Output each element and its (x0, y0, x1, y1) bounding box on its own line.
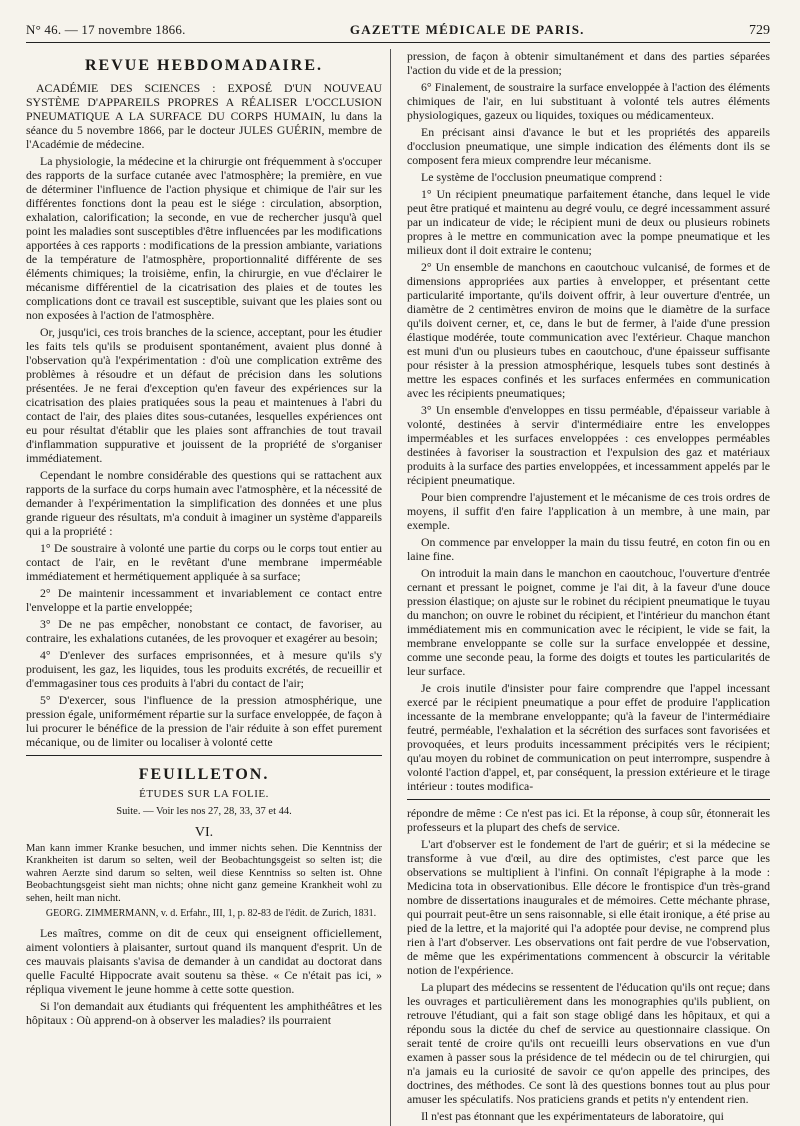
paragraph: 6° Finalement, de soustraire la surface enveloppée à l'action des éléments chimiques de l'air, en lui substituant à volonté tels autres éléments physiologiques, gazeux ou liquides, toxiques ou médicamenteux. (407, 80, 770, 122)
issue-number: N° 46. — 17 novembre 1866. (26, 22, 186, 37)
paragraph: 5° D'exercer, sous l'influence de la pression atmosphérique, une pression égale, uniformément répartie sur la surface enveloppée, de façon à lui procurer le bénéfice de la pression de l'air réduite à son effet purement mécanique, ou de limiter ou localiser à volonté cette (26, 693, 382, 749)
paragraph: L'art d'observer est le fondement de l'art de guérir; et si la médecine se transforme à vue d'œil, au dire des optimistes, c'est parce que les observations se multiplient à l'infini. On connaît l'épigraphe à la mode : Medicina tota in observationibus. Elle décore le frontispice d'un très-grand nombre de dissertations inaugurales et de mémoires. Cette méchante phrase, qui pourrait peut-être un sens raisonnable, si elle était ironique, a été prise au pied de la lettre, et la majorité qui l'a adoptée pour devise, ne comprend plus rien à l'art d'observer. Les observations ont fait perdre de vue l'observation, de même que les expérimentations commencent à obscurcir la véritable notion de l'expérience. (407, 837, 770, 977)
paragraph: 3° Un ensemble d'enveloppes en tissu perméable, d'épaisseur variable à volonté, destinées à servir d'intermédiaire entre les enveloppes imperméables et les surfaces enveloppées : ces enveloppes perméables destinées à favoriser la soustraction et l'expulsion des gaz et matériaux produits à la surface des parties enveloppées, et incessamment appelés par le récipient pneumatique. (407, 403, 770, 487)
article-intro: ACADÉMIE DES SCIENCES : EXPOSÉ D'UN NOUVEAU SYSTÈME D'APPAREILS PROPRES A RÉALISER L'OCCLUSION PNEUMATIQUE A LA SURFACE DU CORPS HUMAIN, lu dans la séance du 5 novembre 1866, par le docteur JULES GUÉRIN, membre de l'Académie de médecine. (26, 81, 382, 151)
page-header (26, 22, 770, 43)
paragraph: On introduit la main dans le manchon en caoutchouc, l'ouverture d'entrée cernant et pressant le poignet, comme je l'ai dit, à la faveur d'une douce pression élastique; on ajuste sur le robinet du récipient pneumatique le tuyau du manchon; on ouvre le robinet du récipient, et l'intérieur du manchon étant immédiatement mis en communication avec le récipient, le vide se fait, la membrane enveloppante se colle sur la surface enveloppée et dessine, comme une seconde peau, la forme des doigts et toutes les particularités de leur surface. (407, 566, 770, 678)
suite-note: Suite. — Voir les nos 27, 28, 33, 37 et 44. (116, 806, 292, 817)
paragraph: Les maîtres, comme on dit de ceux qui enseignent officiellement, aiment volontiers à plaisanter, surtout quand ils manquent d'esprit. Un de ces mauvais plaisants s'avisa de demander à un candidat au doctorat dans quelle Faculté Hippocrate avait soutenu sa thèse. « Ce n'était pas ici, » répliqua vivement le jeune homme à cette sotte question. (26, 926, 382, 996)
right-column (405, 49, 770, 1126)
paragraph: 2° Un ensemble de manchons en caoutchouc vulcanisé, de formes et de dimensions appropriées aux parties à envelopper, et présentant cette particularité importante, qu'ils doivent offrir, à leur ouverture d'entrée, un diamètre de 2 centimètres environ de moins que le diamètre de la surface qu'ils doivent cerner, et, ce, dans le but de fermer, à l'aide d'une pression élastique modérée, toute communication avec l'extérieur. Chaque manchon est muni d'un ou plusieurs tubes en caoutchouc, d'une épaisseur suffisante pour résister à la pression atmosphérique, lesquels tubes sont destinés à mettre les espaces confinés et les surfaces enfermées en communication avec les récipients pneumatiques; (407, 260, 770, 400)
paragraph: 4° D'enlever des surfaces emprisonnées, et à mesure qu'ils s'y produisent, les gaz, les liquides, tous les produits excrétés, de recueillir et d'emmagasiner tous ces produits à l'abri du contact de l'air; (26, 648, 382, 690)
paragraph: Si l'on demandait aux étudiants qui fréquentent les amphithéâtres et les hôpitaux : Où apprend-on à observer les maladies? ils pourraient (26, 999, 382, 1027)
feuilleton-subtitle: ÉTUDES SUR LA FOLIE. (139, 788, 269, 800)
paragraph: Il n'est pas étonnant que les expérimentateurs de laboratoire, qui (421, 1109, 724, 1123)
paragraph: répondre de même : Ce n'est pas ici. Et la réponse, à coup sûr, étonnerait les professeurs et la plupart des chefs de service. (407, 806, 770, 834)
paragraph: Pour bien comprendre l'ajustement et le mécanisme de ces trois ordres de moyens, il suffit d'en faire l'application à un membre, à une main, par exemple. (407, 490, 770, 532)
paragraph: Le système de l'occlusion pneumatique comprend : (421, 170, 663, 184)
two-column-body (26, 49, 770, 1123)
paragraph: 1° Un récipient pneumatique parfaitement étanche, dans lequel le vide peut être pratiqué et maintenu au degré voulu, ce degré incessamment assuré par un indicateur de vide; le récipient muni de deux ou plusieurs robinets propres à le mettre en communication avec la pompe pneumatique et les milieux dont il doit extraire le contenu; (407, 187, 770, 257)
journal-title: GAZETTE MÉDICALE DE PARIS. (349, 22, 585, 37)
paragraph: On commence par envelopper la main du tissu feutré, en coton fin ou en laine fine. (407, 535, 770, 563)
paragraph: 3° De ne pas empêcher, nonobstant ce contact, de favoriser, au contraire, les exhalations cutanées, de les provoquer et exagérer au besoin; (26, 617, 382, 645)
epigraph-quote: Man kann immer Kranke besuchen, und immer nichts sehen. Die Kenntniss der Krankheiten ist darum so selten, weil der Beobachtungsgeist so selten ist; die wahren Aerzte sind darum so selten, weil diese Kenntniss so selten ist. Ohne Beobachtungsgeist sieht man nichts; ohne nicht ganz gemeine Krankheit wohl zu sehen, heilt man nicht. (26, 842, 382, 904)
paragraph: Cependant le nombre considérable des questions qui se rattachent aux rapports de la surface du corps humain avec l'atmosphère, et la nécessité de demander à l'expérimentation la simplification des données et une plus grande rigueur des résultats, m'a conduit à imaginer un système d'appareils qui a la propriété : (26, 468, 382, 538)
feuilleton-title: FEUILLETON. (138, 766, 270, 783)
paragraph: pression, de façon à obtenir simultanément et dans des parties séparées l'action du vide et de la pression; (407, 49, 770, 77)
paragraph: 1° De soustraire à volonté une partie du corps ou le corps tout entier au contact de l'air, en le revêtant d'une membrane imperméable immédiatement et hermétiquement appliquée à sa surface; (26, 541, 382, 583)
section-divider (407, 799, 770, 800)
paragraph: La plupart des médecins se ressentent de l'éducation qu'ils ont reçue; dans les ouvrages et particulièrement dans les monographies qu'ils publient, on retrouve l'étudiant, qui a fait son stage obligé dans les hôpitaux, et qui a répondu sous la dictée du chef de service au questionnaire classique. On serait tenté de croire qu'ils ont recueilli leurs observations en vue d'un examen à passer sous la présidence de tel médecin ou de tel chirurgien, qui n'a jamais eu la curiosité de savoir ce qu'on appelle des principes, des doctrines, des méthodes. Ce sont là des questions bonnes tout au plus pour amuser les spéculatifs. Nos praticiens grands et petits n'y entendent rien. (407, 980, 770, 1106)
section-title: REVUE HEBDOMADAIRE. (84, 57, 323, 74)
paragraph: Je crois inutile d'insister pour faire comprendre que l'appel incessant exercé par le récipient pneumatique a pour effet de produire l'application incessante de la membrane enveloppante; qu'à la faveur de l'intermédiaire feutré, perméable, l'exhalation et la sécrétion des surfaces sont favorisées et provoquées, et leurs produits incessamment précipités vers le récipient; qu'au moyen du robinet de communication on peut interrompre, suspendre à volonté l'action d'appel, et, par conséquent, la pression extérieure et le tirage intérieur : toutes modifica- (407, 681, 770, 793)
paragraph: En précisant ainsi d'avance le but et les propriétés des appareils d'occlusion pneumatique, une simple indication des éléments dont ils se composent fera mieux comprendre leur mécanisme. (407, 125, 770, 167)
left-column (26, 49, 391, 1126)
chapter-number: VI. (194, 824, 214, 840)
paragraph: 2° De maintenir incessamment et invariablement ce contact entre l'enveloppe et la partie enveloppée; (26, 586, 382, 614)
paragraph: Or, jusqu'ici, ces trois branches de la science, acceptant, pour les étudier les faits tels qu'ils se produisent spontanément, avaient plus donné à l'observation qu'à l'expérimentation : d'où une complication extrême des problèmes à résoudre et un défaut de précision dans les solutions présentées. Je ne ferai d'exception qu'en faveur des expériences sur la cicatrisation des plaies pratiquées sous la peau et maintenues à l'abri du contact de l'air, des plaies dites sous-cutanées, lesquelles expériences ont eu pour résultat d'établir que les plaies sont affranchies de tout travail d'inflammation suppurative et jouissent de la propriété de s'organiser immédiatement. (26, 325, 382, 465)
section-divider (26, 755, 382, 756)
paragraph: La physiologie, la médecine et la chirurgie ont fréquemment à s'occuper des rapports de la surface cutanée avec l'atmosphère; la première, en vue de déterminer l'influence de l'action physique et chimique de l'air sur les différentes fonctions dont la peau est le siége : circulation, absorption, exhalation, calorification; la seconde, en vue de rechercher jusqu'à quel point les maladies sont susceptibles d'être influencées par les modifications apportées à ces rapports : modifications de la pression ambiante, variations de la température de l'atmosphère, proportionnalité différente de ses éléments chimiques; la troisième, enfin, la chirurgie, en vue d'éclairer le mécanisme différentiel de la cicatrisation des plaies et de toutes les complications dont ce travail est susceptible, suivant que les plaies sont ou non exposées à l'action de l'atmosphère. (26, 154, 382, 322)
page-number: 729 (748, 23, 770, 38)
epigraph-source: GEORG. ZIMMERMANN, v. d. Erfahr., III, 1, p. 82-83 de l'édit. de Zurich, 1831. (45, 908, 377, 919)
